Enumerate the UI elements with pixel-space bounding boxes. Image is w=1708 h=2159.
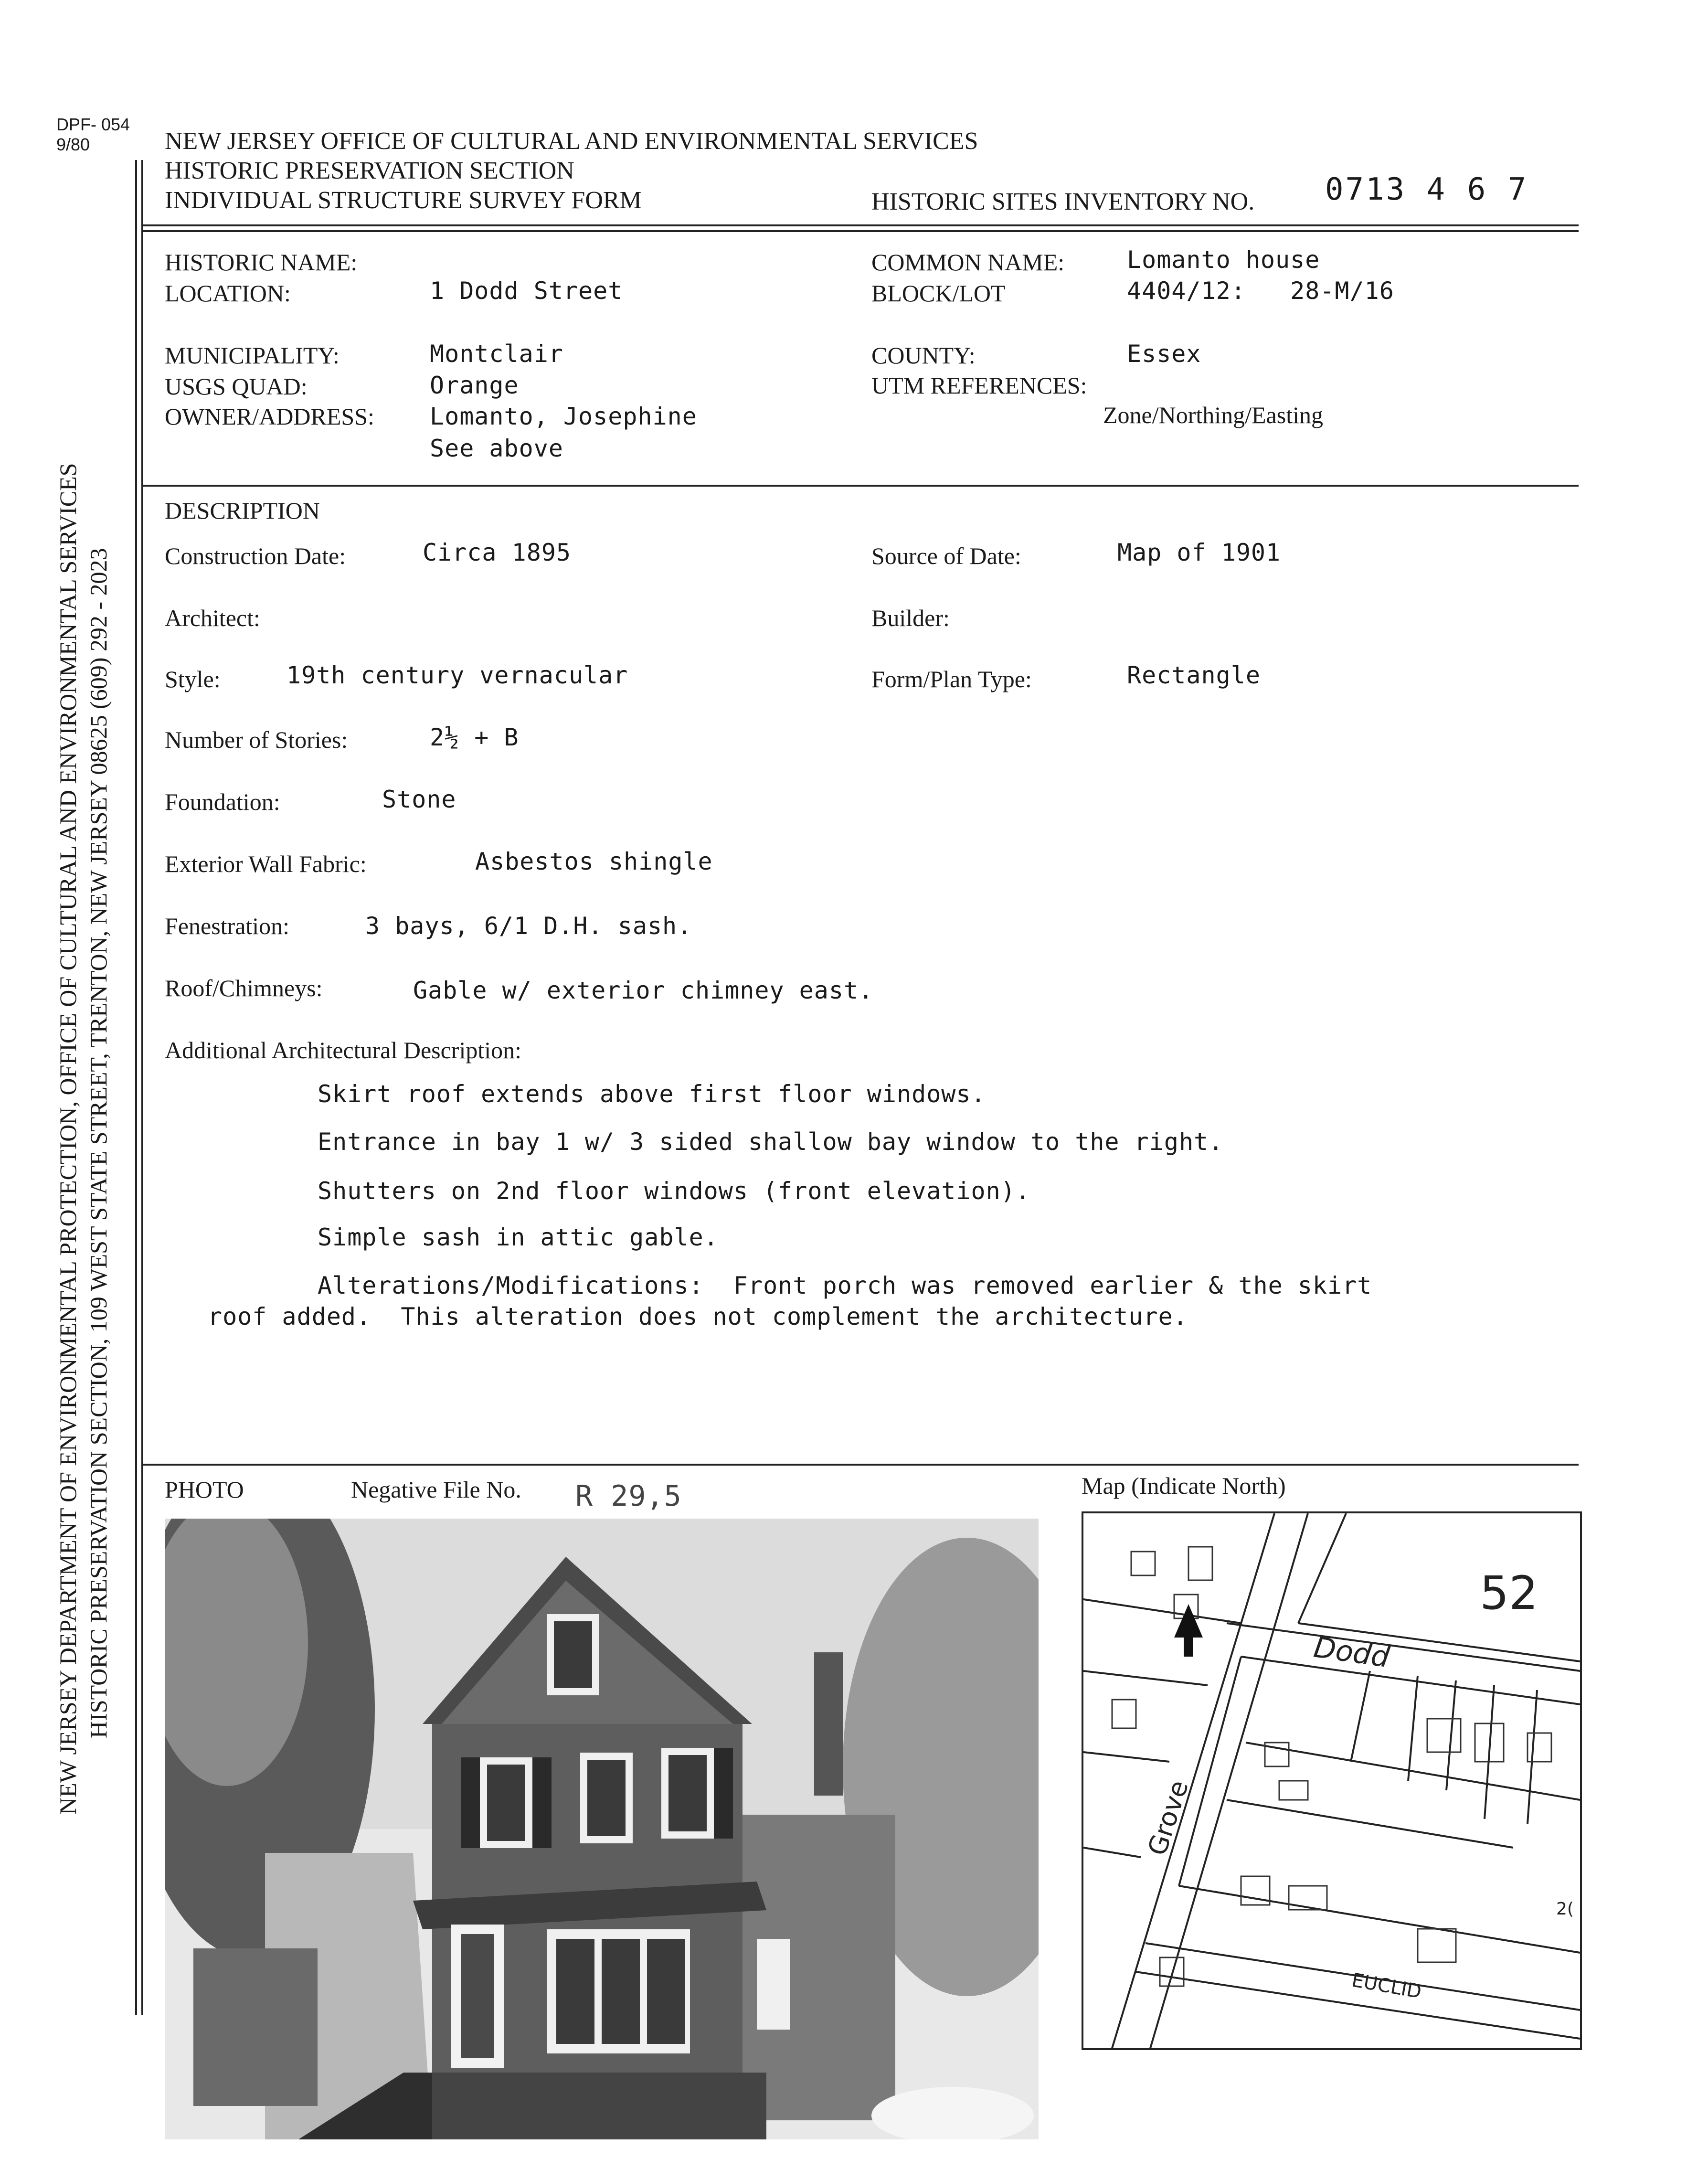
source-of-date-label: Source of Date:	[871, 542, 1021, 569]
fenestration-value: 3 bays, 6/1 D.H. sash.	[365, 912, 692, 940]
map-street-dodd: Dodd	[1311, 1630, 1392, 1674]
map-label: Map (Indicate North)	[1082, 1472, 1286, 1499]
utm-sub-label: Zone/Northing/Easting	[1103, 402, 1324, 428]
county-label: COUNTY:	[871, 342, 976, 369]
additional-line-1: Skirt roof extends above first floor windows.	[318, 1080, 986, 1108]
stories-label: Number of Stories:	[165, 726, 348, 753]
utm-label: UTM REFERENCES:	[871, 372, 1087, 399]
map-street-grove: Grove	[1142, 1776, 1195, 1860]
additional-line-2: Entrance in bay 1 w/ 3 sided shallow bay window to the right.	[318, 1128, 1224, 1156]
source-of-date-value: Map of 1901	[1117, 539, 1281, 566]
roof-value: Gable w/ exterior chimney east.	[413, 977, 874, 1004]
owner-address-value: See above	[430, 435, 563, 462]
usgs-quad-label: USGS QUAD:	[165, 373, 308, 400]
form-code	[56, 115, 130, 155]
owner-label: OWNER/ADDRESS:	[165, 403, 374, 430]
fenestration-label: Fenestration:	[165, 913, 290, 939]
architect-label: Architect:	[165, 605, 260, 631]
foundation-label: Foundation:	[165, 788, 280, 815]
location-label: LOCATION:	[165, 280, 291, 307]
location-value: 1 Dodd Street	[430, 277, 623, 305]
map-block-number: 52	[1480, 1566, 1538, 1620]
side-text	[53, 353, 148, 1834]
additional-line-5: Alterations/Modifications: Front porch was removed earlier & the skirt	[318, 1272, 1372, 1299]
wall-fabric-value: Asbestos shingle	[475, 848, 713, 875]
common-name-value: Lomanto house	[1127, 246, 1320, 274]
header-rule-1	[141, 224, 1579, 226]
additional-line-4: Simple sash in attic gable.	[318, 1223, 719, 1251]
additional-line-6: roof added. This alteration does not complement the architecture.	[208, 1303, 1188, 1330]
municipality-label: MUNICIPALITY:	[165, 342, 339, 369]
style-value: 19th century vernacular	[286, 661, 628, 689]
location-map	[1082, 1511, 1582, 2050]
negative-file-label: Negative File No.	[351, 1476, 521, 1503]
common-name-label: COMMON NAME:	[871, 249, 1065, 276]
style-label: Style:	[165, 666, 221, 692]
photo-section-rule	[141, 1464, 1579, 1466]
block-lot-label: BLOCK/LOT	[871, 280, 1006, 307]
header-line2: HISTORIC PRESERVATION SECTION	[165, 157, 574, 184]
roof-label: Roof/Chimneys:	[165, 975, 323, 1001]
side-text-line1: NEW JERSEY DEPARTMENT OF ENVIRONMENTAL PROTECTION, OFFICE OF CULTURAL AND ENVIRONMENTAL SERVICES	[54, 463, 81, 1815]
inventory-number: 0713 4 6 7	[1325, 172, 1528, 207]
additional-line-3: Shutters on 2nd floor windows (front elevation).	[318, 1177, 1030, 1205]
form-plan-label: Form/Plan Type:	[871, 666, 1032, 692]
house-photo-image	[165, 1519, 1039, 2139]
inventory-label: HISTORIC SITES INVENTORY NO.	[871, 188, 1255, 215]
construction-date-label: Construction Date:	[165, 542, 346, 569]
form-plan-value: Rectangle	[1127, 661, 1261, 689]
additional-label: Additional Architectural Description:	[165, 1037, 522, 1064]
wall-fabric-label: Exterior Wall Fabric:	[165, 851, 367, 877]
construction-date-value: Circa 1895	[423, 539, 572, 566]
house-photo	[165, 1519, 1039, 2139]
map-street-euclid: EUCLID	[1350, 1969, 1423, 2003]
location-map-drawing	[1083, 1513, 1580, 2048]
header-line3: INDIVIDUAL STRUCTURE SURVEY FORM	[165, 187, 642, 214]
owner-value: Lomanto, Josephine	[430, 403, 697, 430]
stories-value: 2½ + B	[430, 723, 519, 751]
historic-name-label: HISTORIC NAME:	[165, 249, 358, 276]
description-heading: DESCRIPTION	[165, 497, 320, 524]
negative-file-number: R 29,5	[575, 1479, 682, 1513]
side-text-line2: HISTORIC PRESERVATION SECTION, 109 WEST STATE STREET, TRENTON, NEW JERSEY 08625 (609) 292 - 2023	[85, 548, 112, 1738]
county-value: Essex	[1127, 340, 1201, 368]
builder-label: Builder:	[871, 605, 950, 631]
header-rule-2	[141, 230, 1579, 232]
foundation-value: Stone	[382, 786, 456, 813]
form-code-line1: DPF- 054	[56, 115, 130, 134]
usgs-quad-value: Orange	[430, 372, 519, 399]
municipality-value: Montclair	[430, 340, 563, 368]
block-lot-value: 4404/12: 28-M/16	[1127, 277, 1394, 305]
header-line1: NEW JERSEY OFFICE OF CULTURAL AND ENVIRONMENTAL SERVICES	[165, 128, 978, 155]
photo-label: PHOTO	[165, 1476, 244, 1503]
form-code-line2: 9/80	[56, 135, 90, 154]
description-rule	[141, 485, 1579, 487]
map-edge-mark: 2(	[1556, 1899, 1574, 1919]
